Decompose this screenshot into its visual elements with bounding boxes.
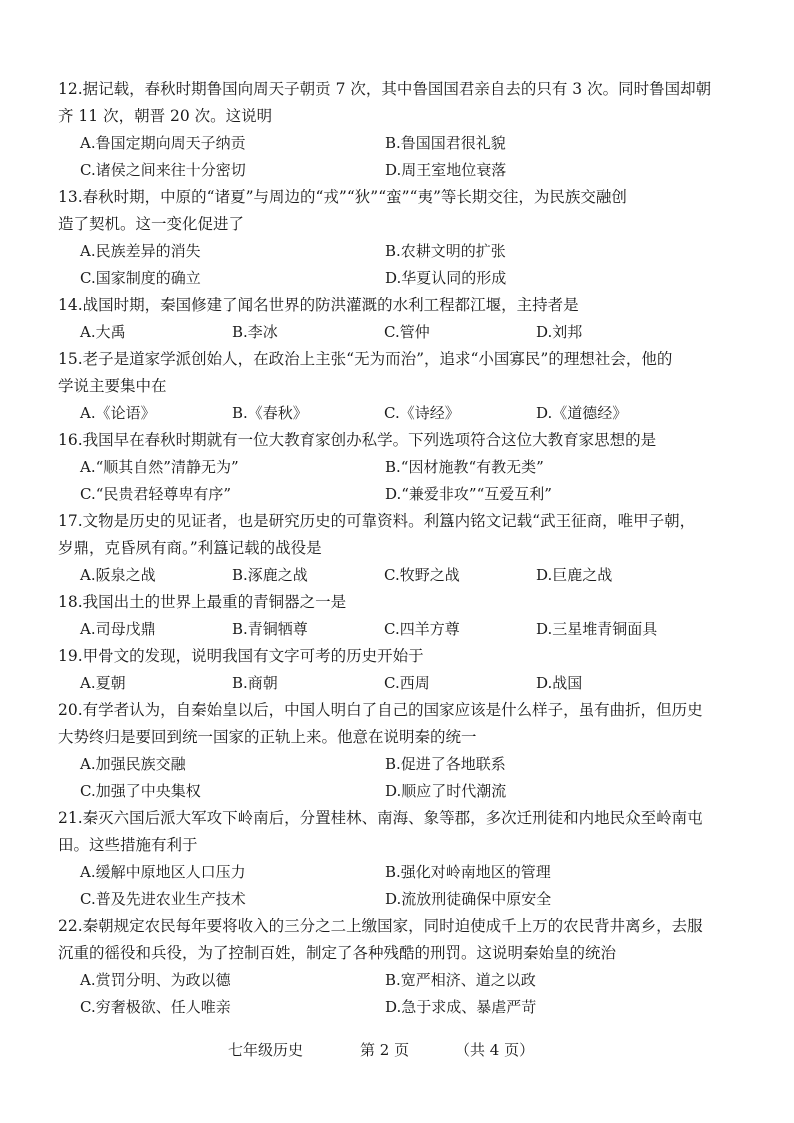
question-number: 22. [58,917,83,935]
answer-option: A.赏罚分明、为政以德 [80,971,231,989]
question-stem [58,508,758,535]
question-stem [58,913,758,940]
options-row [58,319,758,346]
question-22 [58,913,758,1021]
question-stem [58,805,758,832]
question-stem-continued [58,103,758,130]
question-stem-continued [58,373,758,400]
footer-total-pages: （共 4 页） [455,1041,535,1059]
question-stem-continued [58,832,758,859]
question-13 [58,184,758,292]
question-number: 17. [58,512,83,530]
answer-option: A.缓解中原地区人口压力 [80,863,246,881]
answer-option: D.刘邦 [536,323,583,341]
answer-option: A.夏朝 [80,674,126,692]
answer-option: C.管仲 [384,323,430,341]
question-text: 战国时期，秦国修建了闻名世界的防洪灌溉的水利工程都江堰，主持者是 [82,296,579,314]
options-row [58,238,758,265]
question-text: 老子是道家学派创始人，在政治上主张“无为而治”，追求“小国寡民”的理想社会，他的 [82,350,673,368]
answer-option: D.顺应了时代潮流 [385,782,507,800]
answer-option: D.“兼爱非攻”“互爱互利” [385,485,552,503]
question-stem [58,184,758,211]
question-12 [58,76,758,184]
answer-option: D.周王室地位衰落 [385,161,507,179]
question-stem-continued [58,724,758,751]
question-18 [58,589,758,643]
question-text: 造了契机。这一变化促进了 [58,215,245,233]
question-16 [58,427,758,508]
footer-subject: 七年级历史 [228,1041,304,1059]
question-number: 21. [58,809,83,827]
answer-option: B.李冰 [232,323,278,341]
answer-option: D.三星堆青铜面具 [536,620,658,638]
question-text: 春秋时期，中原的“诸夏”与周边的“戎”“狄”“蛮”“夷”等长期交往，为民族交融创 [82,188,627,206]
question-stem [58,76,758,103]
question-stem [58,292,758,319]
answer-option: C.西周 [384,674,430,692]
answer-option: C.“民贵君轻尊卑有序” [80,485,232,503]
answer-option: B.“因材施教“有教无类” [385,458,544,476]
answer-option: B.农耕文明的扩张 [385,242,506,260]
answer-option: C.诸侯之间来往十分密切 [80,161,246,179]
answer-option: C.牧野之战 [384,566,460,584]
options-row [58,157,758,184]
question-number: 16. [58,431,83,449]
answer-option: A.“顺其自然”清静无为” [80,458,239,476]
answer-option: C.普及先进农业生产技术 [80,890,246,908]
question-number: 13. [58,188,83,206]
options-row [58,616,758,643]
options-row [58,130,758,157]
options-row [58,886,758,913]
question-15 [58,346,758,427]
answer-option: A.加强民族交融 [80,755,186,773]
answer-option: B.促进了各地联系 [385,755,506,773]
answer-option: D.华夏认同的形成 [385,269,507,287]
question-text: 沉重的徭役和兵役，为了控制百姓，制定了各种残酷的刑罚。这说明秦始皇的统治 [58,944,617,962]
options-row [58,778,758,805]
options-row [58,670,758,697]
options-row [58,967,758,994]
question-number: 12. [58,80,83,98]
question-text: 齐 11 次，朝晋 20 次。这说明 [58,107,273,125]
question-number: 19. [58,647,83,665]
question-text: 秦朝规定农民每年要将收入的三分之二上缴国家，同时迫使成千上万的农民背井离乡，去服 [82,917,703,935]
answer-option: B.《春秋》 [232,404,308,422]
question-stem-continued [58,211,758,238]
answer-option: A.大禹 [80,323,126,341]
answer-option: C.《诗经》 [384,404,460,422]
question-stem [58,589,758,616]
question-text: 大势终归是要回到统一国家的正轨上来。他意在说明秦的统一 [58,728,477,746]
options-row [58,481,758,508]
answer-option: B.商朝 [232,674,278,692]
options-row [58,400,758,427]
question-text: 学说主要集中在 [58,377,167,395]
answer-option: B.鲁国国君很礼貌 [385,134,506,152]
question-number: 18. [58,593,83,611]
answer-option: D.《道德经》 [536,404,628,422]
answer-option: B.强化对岭南地区的管理 [385,863,551,881]
question-stem [58,643,758,670]
answer-option: B.涿鹿之战 [232,566,308,584]
question-stem-continued [58,940,758,967]
question-21 [58,805,758,913]
question-list [58,76,758,1021]
answer-option: D.战国 [536,674,583,692]
options-row [58,265,758,292]
question-number: 14. [58,296,83,314]
answer-option: A.《论语》 [80,404,156,422]
question-number: 15. [58,350,83,368]
question-14 [58,292,758,346]
question-text: 秦灭六国后派大军攻下岭南后，分置桂林、南海、象等郡，多次迁刑徒和内地民众至岭南屯 [82,809,703,827]
answer-option: B.宽严相济、道之以政 [385,971,536,989]
answer-option: A.司母戊鼎 [80,620,156,638]
question-text: 甲骨文的发现，说明我国有文字可考的历史开始于 [82,647,424,665]
question-stem [58,697,758,724]
answer-option: C.穷奢极欲、任人唯亲 [80,998,231,1016]
answer-option: C.国家制度的确立 [80,269,201,287]
answer-option: C.加强了中央集权 [80,782,201,800]
question-text: 我国早在春秋时期就有一位大教育家创办私学。下列选项符合这位大教育家思想的是 [82,431,657,449]
answer-option: A.民族差异的消失 [80,242,201,260]
question-text: 田。这些措施有利于 [58,836,198,854]
question-17 [58,508,758,589]
question-text: 文物是历史的见证者，也是研究历史的可靠资料。利簋内铭文记载“武王征商，唯甲子朝， [82,512,696,530]
question-number: 20. [58,701,83,719]
footer-page-number: 第 2 页 [360,1041,410,1059]
question-text: 有学者认为，自秦始皇以后，中国人明白了自己的国家应该是什么样子，虽有曲折，但历史 [82,701,703,719]
answer-option: D.流放刑徒确保中原安全 [385,890,552,908]
question-19 [58,643,758,697]
answer-option: A.鲁国定期向周天子纳贡 [80,134,246,152]
options-row [58,751,758,778]
options-row [58,562,758,589]
question-stem [58,427,758,454]
answer-option: B.青铜牺尊 [232,620,308,638]
options-row [58,454,758,481]
answer-option: D.急于求成、暴虐严苛 [385,998,537,1016]
question-text: 据记载，春秋时期鲁国向周天子朝贡 7 次，其中鲁国国君亲自去的只有 3 次。同时鲁国却朝 [82,80,712,98]
answer-option: C.四羊方尊 [384,620,460,638]
question-stem-continued [58,535,758,562]
options-row [58,859,758,886]
question-stem [58,346,758,373]
answer-option: D.巨鹿之战 [536,566,613,584]
question-20 [58,697,758,805]
question-text: 我国出土的世界上最重的青铜器之一是 [82,593,347,611]
options-row [58,994,758,1021]
question-text: 岁鼎，克昏夙有商。”利簋记载的战役是 [58,539,322,557]
answer-option: A.阪泉之战 [80,566,156,584]
